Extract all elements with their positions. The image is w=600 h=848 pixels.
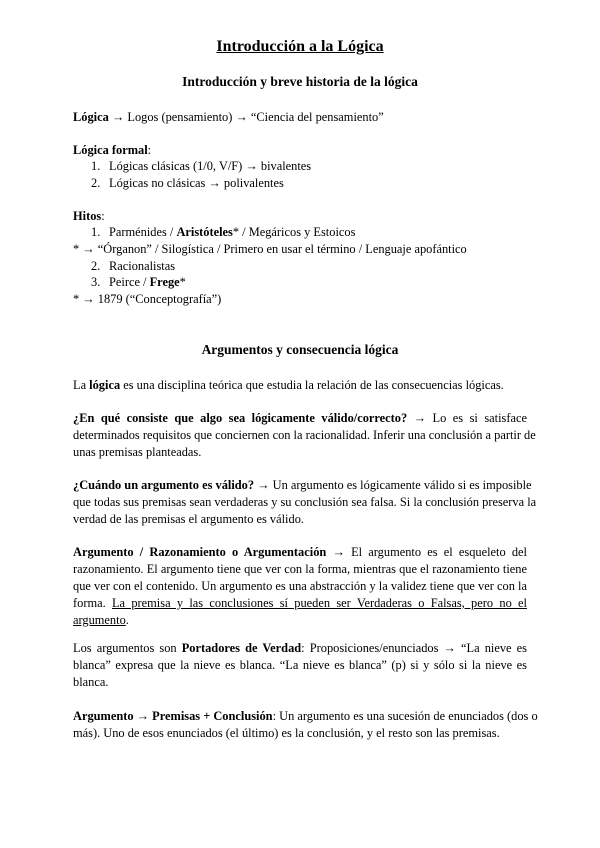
list-item-text: Lógicas clásicas (1/0, V/F) → bivalentes: [109, 159, 312, 173]
paragraph-validez: ¿En qué consiste que algo sea lógicamente válido/correcto? → Lo es si satisface determinados requisitos que conciernen con la racionalidad. Inferir una conclusión a partir de unas premisas planteadas.: [73, 411, 536, 459]
term-logica: Lógica: [73, 110, 109, 124]
paragraph-premisas: Argumento → Premisas + Conclusión: Un argumento es una sucesión de enunciados (dos o más). Uno de esos enunciados (el último) es la conclusión, y el resto son las premisas.: [73, 709, 538, 740]
question-valido: ¿En qué consiste que algo sea lógicamente válido/correcto?: [73, 411, 408, 425]
list-item-text: Lógicas no clásicas → polivalentes: [109, 176, 284, 190]
list-item-text: Racionalistas: [109, 259, 176, 273]
term-portadores: Portadores de Verdad: [181, 641, 302, 655]
list-item: 1.: [91, 225, 101, 239]
formal-logic-label: Lógica formal:: [73, 143, 152, 157]
question-cuando: ¿Cuándo un argumento es válido?: [73, 478, 255, 492]
paragraph-cuando-valido: ¿Cuándo un argumento es válido? → Un argumento es lógicamente válido si es imposible que todas sus premisas sean verdaderas y su conclusión sea falsa. Si la conclusión preserva la verdad de las premisas el argumento es válido.: [73, 478, 537, 526]
list-item-text: Parménides / Aristóteles* / Megáricos y Estoicos: [109, 225, 356, 239]
hitos-label: Hitos:: [73, 209, 105, 223]
list-item: 1.: [91, 159, 101, 173]
list-item: 3.: [91, 275, 101, 289]
logica-definition: Lógica → Logos (pensamiento) → “Ciencia del pensamiento”: [73, 110, 384, 124]
paragraph-logica: La lógica es una disciplina teórica que estudia la relación de las consecuencias lógicas.: [73, 378, 504, 392]
section-heading-history: Introducción y breve historia de la lógica: [182, 74, 418, 89]
term-premisas-conclusion: Argumento → Premisas + Conclusión: [73, 709, 273, 723]
footnote-aristoteles: * → “Órganon” / Silogística / Primero en usar el término / Lenguaje apofántico: [73, 242, 467, 256]
footnote-frege: * → 1879 (“Conceptografía”): [73, 292, 222, 306]
term-argumento: Argumento / Razonamiento o Argumentación: [73, 545, 327, 559]
paragraph-argumento: Argumento / Razonamiento o Argumentación → El argumento es el esqueleto del razonamiento. El argumento tiene que ver con la forma, mientras que el razonamiento tiene que ver con el contenido. Un argumento es una abstracción y la validez tiene que ver con la forma. La premisa y las conclusiones sí pueden ser Verdaderas o Falsas, pero no el argumento.: [73, 545, 528, 627]
list-item: 2.: [91, 176, 101, 190]
document-title: Introducción a la Lógica: [216, 38, 384, 55]
list-item-text: Peirce / Frege*: [109, 275, 186, 289]
list-item: 2.: [91, 259, 101, 273]
paragraph-portadores: Los argumentos son Portadores de Verdad: Proposiciones/enunciados → “La nieve es blanca” expresa que la nieve es blanca. “La nieve es blanca” (p) si y sólo si la nieve es blanca.: [73, 641, 527, 689]
section-heading-arguments: Argumentos y consecuencia lógica: [201, 342, 399, 357]
